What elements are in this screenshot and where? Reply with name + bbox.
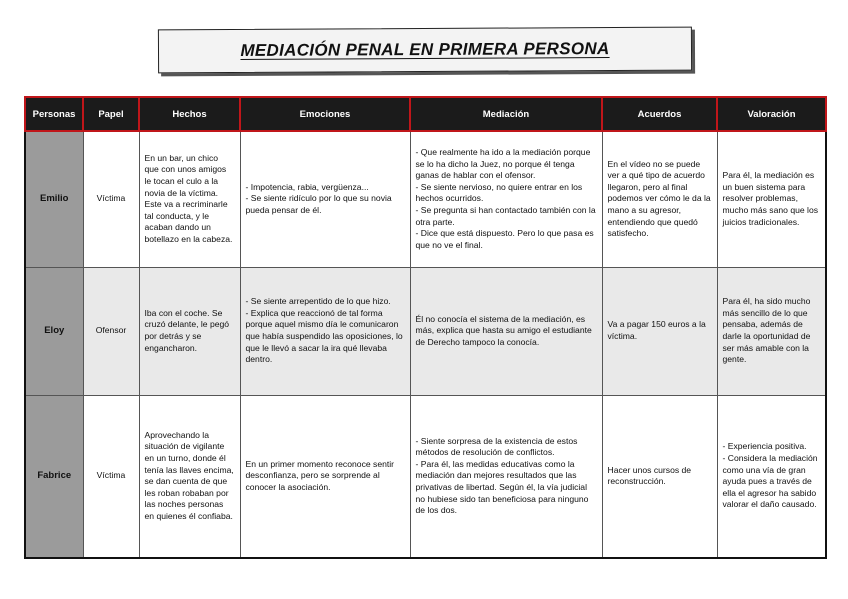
mediacion-line: Él no conocía el sistema de la mediación, es más, explica que hasta su amigo el estudiante de Derecho tampoco la conocía. — [415, 313, 592, 347]
valoracion-cell — [717, 131, 826, 267]
mediacion-line: - Dice que está dispuesto. Pero lo que pasa es que no ve el final. — [415, 228, 594, 250]
header-personas: Personas — [25, 97, 83, 131]
persona-cell: Emilio — [25, 131, 83, 267]
valoracion-line: - Considera la mediación como una vía de gran ayuda pues a través de ella el agresor ha sabido valorar el daño causado. — [722, 453, 818, 510]
papel-cell: Ofensor — [83, 267, 139, 395]
valoracion-cell — [717, 267, 826, 395]
mediacion-cell — [410, 267, 602, 395]
hechos-cell: En un bar, un chico que con unos amigos le tocan el culo a la novia de la víctima. Este va a recriminarle tal conducta, y le acaban dando un botellazo en la cabeza. — [139, 131, 240, 267]
header-emociones: Emociones — [240, 97, 410, 131]
emociones-cell — [240, 395, 410, 558]
hechos-cell: Aprovechando la situación de vigilante en un turno, donde él tenía las llaves encima, se dan cuenta de que les roban robaban por las noches personas en quienes él confiaba. — [139, 395, 240, 558]
header-papel: Papel — [83, 97, 139, 131]
mediacion-line: - Se pregunta si han contactado también con la otra parte. — [415, 205, 596, 227]
papel-cell: Víctima — [83, 131, 139, 267]
persona-cell: Fabrice — [25, 395, 83, 558]
valoracion-cell — [717, 395, 826, 558]
emociones-line: - Explica que reaccionó de tal forma porque aquel mismo día le comunicaron que había suspendido las oposiciones, lo que le llevó a sacar la ira qué llevaba dentro. — [245, 307, 403, 365]
table-row — [25, 395, 826, 558]
emociones-line: En un primer momento reconoce sentir desconfianza, pero se sorprende al conocer la asociación. — [245, 458, 395, 493]
valoracion-line: - Experiencia positiva. — [722, 441, 807, 452]
emociones-line: - Impotencia, rabia, vergüenza... — [245, 181, 369, 192]
header-acuerdos: Acuerdos — [602, 97, 717, 131]
header-mediacion: Mediación — [410, 97, 602, 131]
persona-cell: Eloy — [25, 267, 83, 395]
header-hechos: Hechos — [139, 97, 240, 131]
mediation-table — [24, 96, 827, 559]
table-row — [25, 267, 826, 395]
valoracion-line: Para él, la mediación es un buen sistema para resolver problemas, mucho más sano que los juicios tradicionales. — [722, 170, 819, 227]
acuerdos-cell: En el vídeo no se puede ver a qué tipo de acuerdo llegaron, pero al final podemos ver cómo le da la mano a su agresor, entendiendo que quedó satisfecho. — [602, 131, 717, 267]
header-valoracion: Valoración — [717, 97, 826, 131]
emociones-cell — [240, 267, 410, 395]
acuerdos-cell: Va a pagar 150 euros a la víctima. — [602, 267, 717, 395]
mediacion-line: - Siente sorpresa de la existencia de estos métodos de resolución de conflictos. — [415, 435, 578, 458]
table-row — [25, 131, 826, 267]
mediacion-line: - Que realmente ha ido a la mediación porque se lo ha dicho la Juez, no porque él tenga ganas de hablar con el ofensor. — [415, 147, 591, 181]
papel-cell: Víctima — [83, 395, 139, 558]
emociones-line: - Se siente arrepentido de lo que hizo. — [245, 296, 391, 307]
acuerdos-cell: Hacer unos cursos de reconstrucción. — [602, 395, 717, 558]
mediacion-line: - Se siente nervioso, no quiere entrar en los hechos ocurridos. — [415, 181, 583, 204]
title-banner — [158, 27, 692, 74]
hechos-cell: Iba con el coche. Se cruzó delante, le pegó por detrás y se engancharon. — [139, 267, 240, 395]
valoracion-line: Para él, ha sido mucho más sencillo de lo que pensaba, además de darle la oportunidad de ser más amable con la gente. — [722, 296, 811, 365]
mediacion-line: - Para él, las medidas educativas como la mediación dan mejores resultados que las privativas de libertad. Según él, la vía judicial no hubiese sido tan beneficiosa para ninguno de los dos. — [415, 458, 589, 516]
header-row — [25, 97, 826, 131]
emociones-cell — [240, 131, 410, 267]
mediacion-cell — [410, 395, 602, 558]
emociones-line: - Se siente ridículo por lo que su novia pueda pensar de él. — [245, 193, 392, 216]
mediacion-cell — [410, 131, 602, 267]
page-title: MEDIACIÓN PENAL EN PRIMERA PERSONA — [240, 39, 610, 60]
